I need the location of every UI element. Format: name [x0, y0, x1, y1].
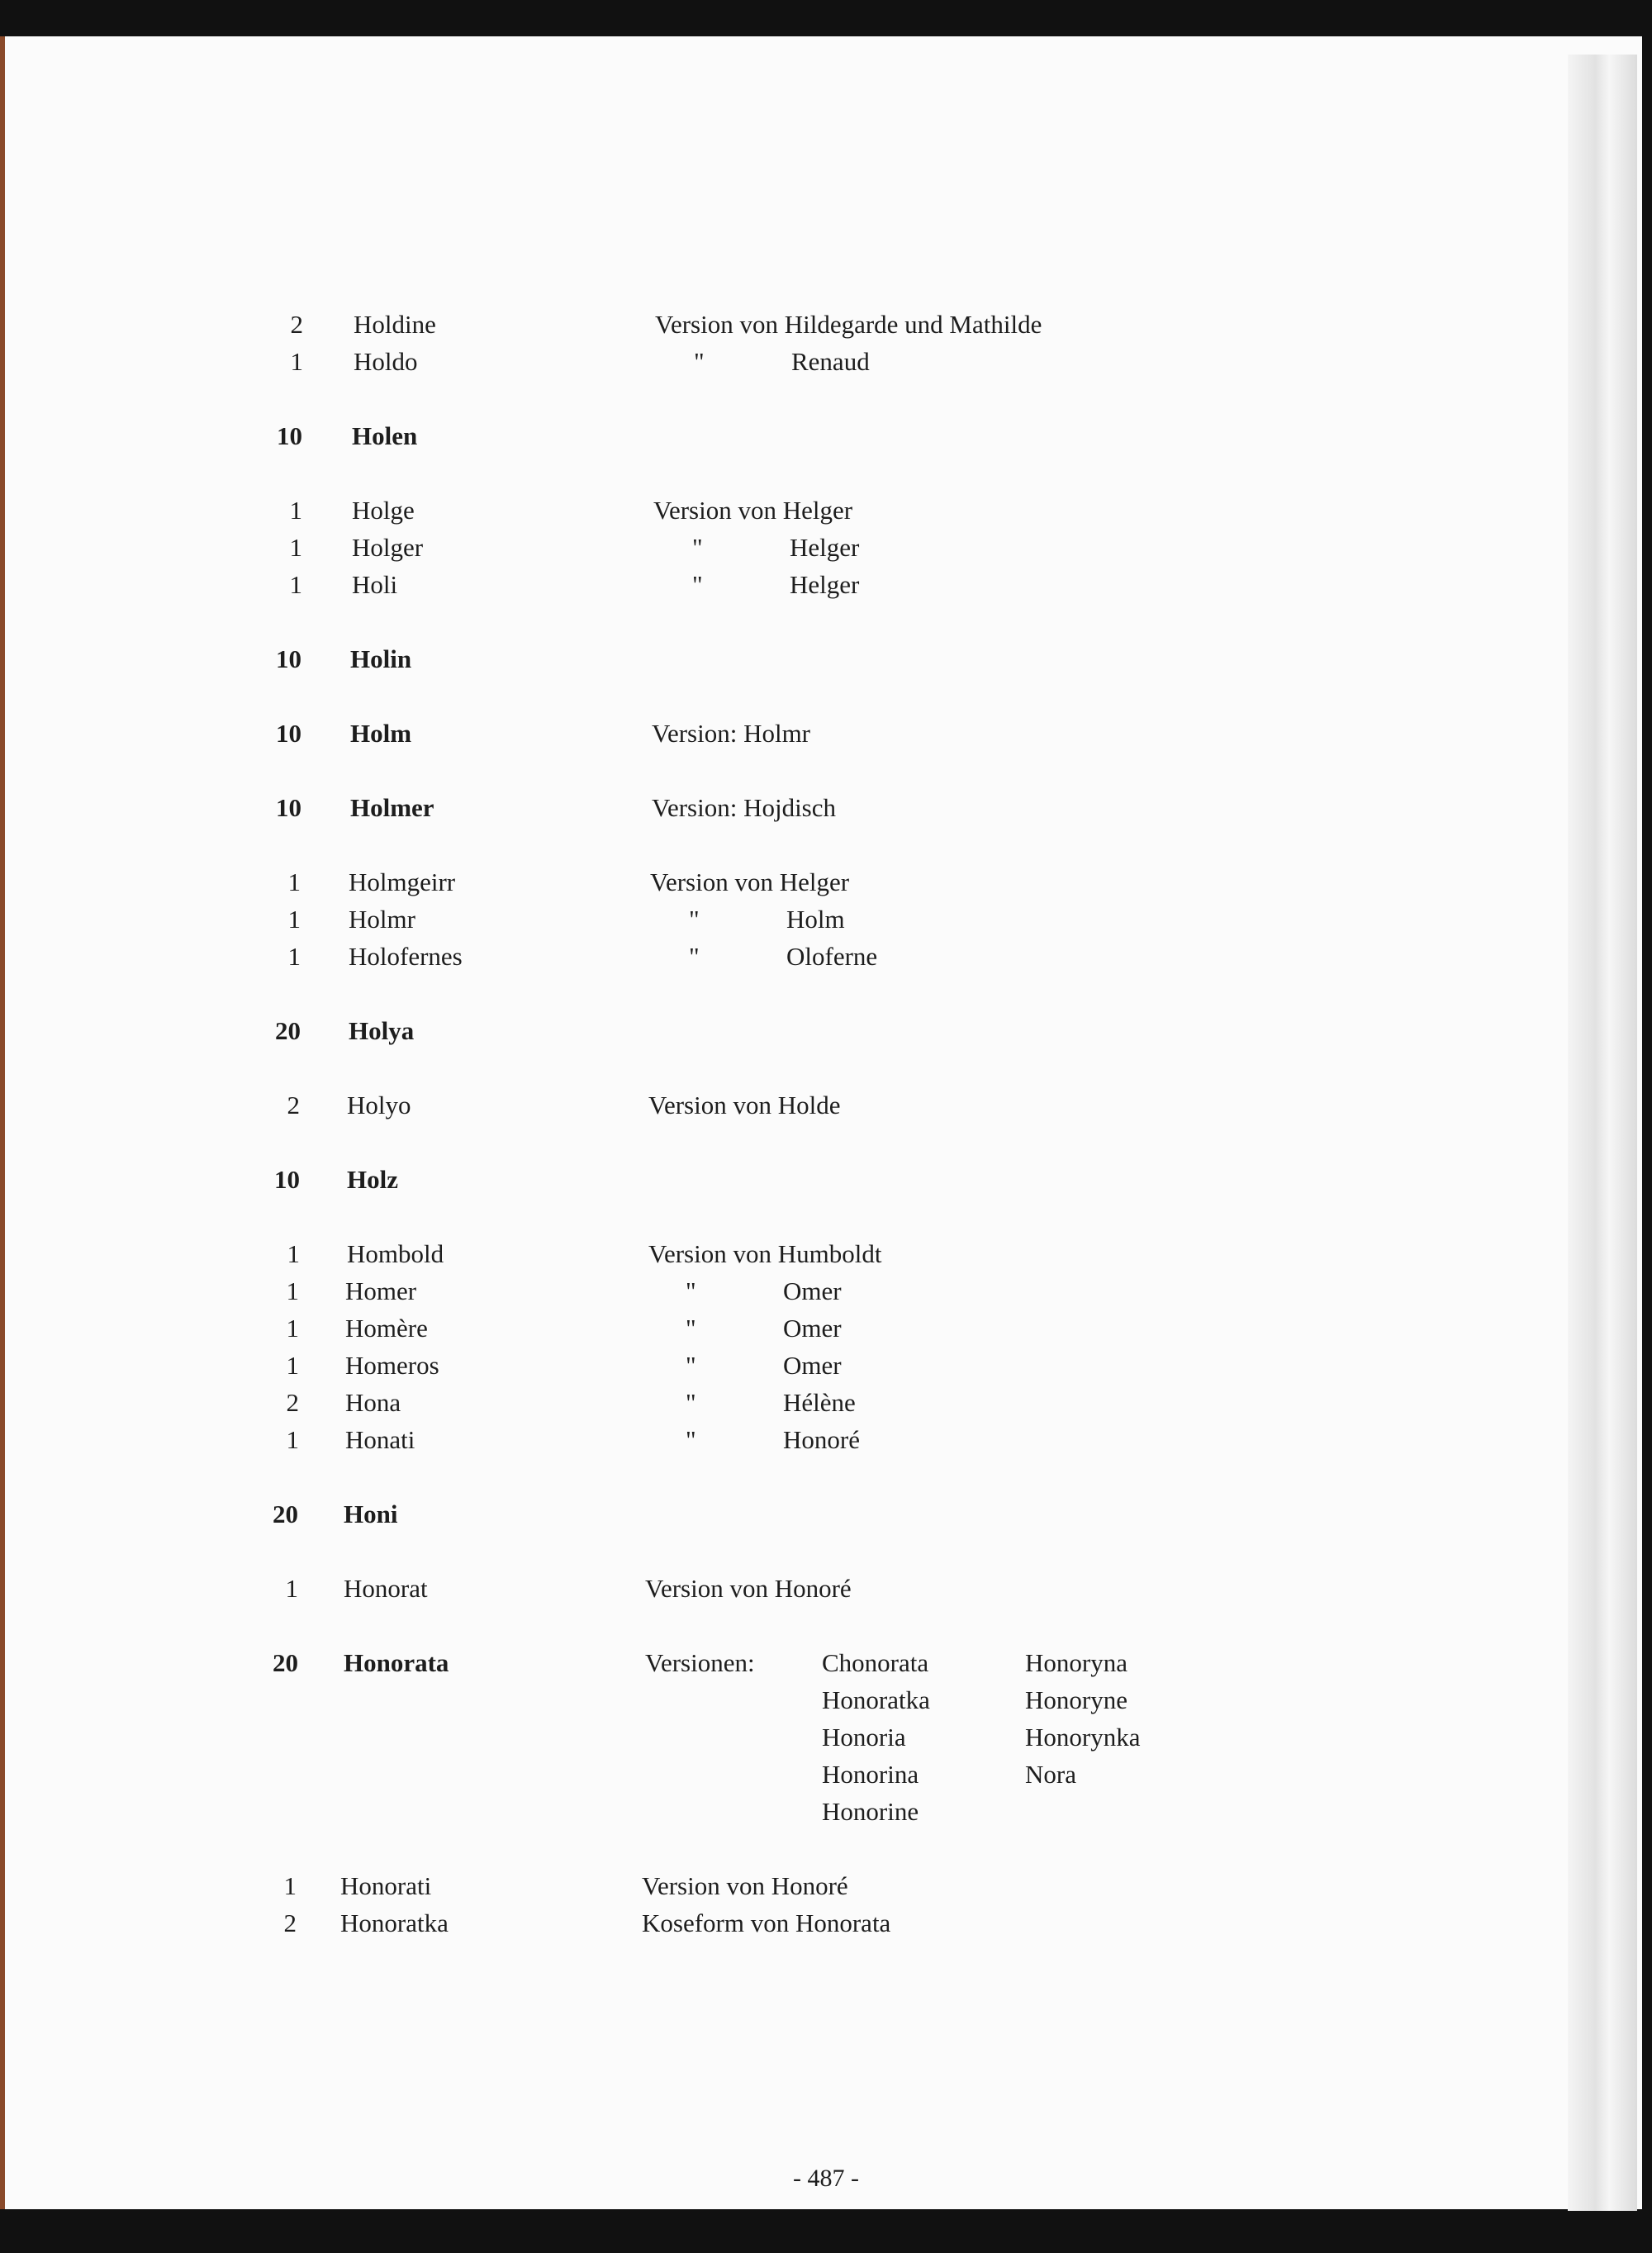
list-item: [0, 1500, 1487, 1536]
entry-count: 2: [286, 1388, 299, 1417]
entry-description: Version von Humboldt: [648, 1239, 882, 1268]
entry-name: Hombold: [347, 1239, 444, 1268]
ditto-mark: ": [686, 1276, 696, 1305]
version-name: Honorynka: [1025, 1723, 1141, 1752]
entry-description: Version von Helger: [653, 496, 853, 525]
ditto-mark: ": [686, 1388, 696, 1417]
entry-count: 10: [277, 421, 302, 450]
version-name: Nora: [1025, 1760, 1076, 1789]
entry-reference: Omer: [783, 1314, 842, 1343]
list-item: [0, 1425, 1487, 1462]
ditto-mark: ": [689, 905, 700, 934]
version-name: Honorine: [822, 1797, 919, 1826]
list-item: [0, 1239, 1487, 1276]
list-item: [0, 1351, 1487, 1387]
entry-count: 1: [289, 533, 302, 562]
entry-name: Holdine: [354, 310, 436, 339]
entry-name: Honoratka: [340, 1908, 449, 1937]
entry-reference: Helger: [790, 570, 860, 599]
entry-reference: Oloferne: [786, 942, 878, 971]
list-item: [0, 942, 1487, 978]
entry-name: Holm: [350, 719, 412, 748]
entry-count: 20: [273, 1500, 298, 1528]
ditto-mark: ": [686, 1425, 696, 1454]
entry-name: Hona: [345, 1388, 401, 1417]
list-item: [0, 310, 1487, 346]
entry-count: 1: [286, 1276, 299, 1305]
list-item: [0, 1871, 1487, 1908]
version-item: [0, 1760, 1487, 1796]
list-item: [0, 793, 1487, 829]
list-item: [0, 1016, 1487, 1053]
entry-count: 10: [276, 719, 301, 748]
entry-count: 1: [285, 1574, 298, 1603]
list-item: [0, 533, 1487, 569]
version-name: Honoryna: [1025, 1648, 1127, 1677]
entry-name: Holya: [349, 1016, 415, 1045]
entry-reference: Honoré: [783, 1425, 860, 1454]
entry-reference: Hélène: [783, 1388, 856, 1417]
list-item: [0, 719, 1487, 755]
version-item: [0, 1648, 1487, 1685]
list-item: [0, 570, 1487, 606]
entry-name: Holofernes: [349, 942, 463, 971]
list-item: [0, 1388, 1487, 1424]
entry-reference: Holm: [786, 905, 845, 934]
list-item: [0, 1574, 1487, 1610]
entry-description: Version: Holmr: [652, 719, 811, 748]
entry-count: 2: [287, 1091, 300, 1119]
entry-count: 1: [287, 905, 301, 934]
entry-reference: Helger: [790, 533, 860, 562]
entry-description: Version von Helger: [650, 867, 850, 896]
page-number: - 487 -: [793, 2165, 859, 2192]
entry-count: 10: [276, 644, 301, 673]
entry-count: 2: [283, 1908, 297, 1937]
ditto-mark: ": [689, 942, 700, 971]
entry-description: Versionen:: [645, 1648, 755, 1677]
version-name: Honoratka: [822, 1685, 930, 1714]
list-item: [0, 1276, 1487, 1313]
entry-reference: Omer: [783, 1351, 842, 1380]
entry-count: 1: [289, 496, 302, 525]
list-item: [0, 1165, 1487, 1201]
ditto-mark: ": [692, 570, 703, 599]
entry-name: Holmer: [350, 793, 434, 822]
entry-name: Homeros: [345, 1351, 439, 1380]
entry-description: Version von Honoré: [645, 1574, 852, 1603]
entry-count: 1: [289, 570, 302, 599]
version-name: Honorina: [822, 1760, 919, 1789]
list-item: [0, 1314, 1487, 1350]
entry-name: Holz: [347, 1165, 398, 1194]
entry-description: Version von Honoré: [642, 1871, 848, 1900]
entry-count: 20: [275, 1016, 301, 1045]
list-item: [0, 421, 1487, 458]
version-item: [0, 1797, 1487, 1833]
entry-name: Holger: [352, 533, 424, 562]
entry-name: Holmr: [349, 905, 415, 934]
entry-name: Holdo: [354, 347, 418, 376]
list-item: [0, 347, 1487, 383]
entry-name: Homer: [345, 1276, 417, 1305]
entry-count: 1: [287, 1239, 300, 1268]
version-name: Honoria: [822, 1723, 906, 1752]
entry-name: Honati: [345, 1425, 415, 1454]
entry-count: 10: [274, 1165, 300, 1194]
entry-name: Honorati: [340, 1871, 432, 1900]
entry-name: Holin: [350, 644, 412, 673]
list-item: [0, 1091, 1487, 1127]
entry-description: Version von Holde: [648, 1091, 841, 1119]
entry-name: Holmgeirr: [349, 867, 456, 896]
version-name: Chonorata: [822, 1648, 929, 1677]
entry-name: Holyo: [347, 1091, 411, 1119]
list-item: [0, 1908, 1487, 1945]
version-item: [0, 1723, 1487, 1759]
list-item: [0, 644, 1487, 681]
entry-name: Honorata: [344, 1648, 449, 1677]
entry-name: Honi: [344, 1500, 398, 1528]
entry-count: 20: [273, 1648, 298, 1677]
entry-count: 1: [283, 1871, 297, 1900]
entry-description: Version von Hildegarde und Mathilde: [655, 310, 1042, 339]
entry-name: Honorat: [344, 1574, 428, 1603]
entry-count: 2: [290, 310, 303, 339]
entry-reference: Renaud: [791, 347, 870, 376]
entry-name: Holge: [352, 496, 415, 525]
entry-count: 10: [276, 793, 301, 822]
page-edges: [1568, 55, 1637, 2211]
entry-count: 1: [287, 867, 301, 896]
version-item: [0, 1685, 1487, 1722]
entry-name: Homère: [345, 1314, 428, 1343]
entry-description: Koseform von Honorata: [642, 1908, 891, 1937]
list-item: [0, 496, 1487, 532]
version-name: Honoryne: [1025, 1685, 1127, 1714]
entry-count: 1: [286, 1314, 299, 1343]
entry-description: Version: Hojdisch: [652, 793, 837, 822]
entry-name: Holen: [352, 421, 418, 450]
ditto-mark: ": [686, 1314, 696, 1343]
entry-count: 1: [286, 1351, 299, 1380]
entry-count: 1: [290, 347, 303, 376]
ditto-mark: ": [692, 533, 703, 562]
list-item: [0, 867, 1487, 904]
ditto-mark: ": [694, 347, 705, 376]
entry-name: Holi: [352, 570, 398, 599]
entry-count: 1: [286, 1425, 299, 1454]
ditto-mark: ": [686, 1351, 696, 1380]
list-item: [0, 905, 1487, 941]
entry-reference: Omer: [783, 1276, 842, 1305]
entry-count: 1: [287, 942, 301, 971]
